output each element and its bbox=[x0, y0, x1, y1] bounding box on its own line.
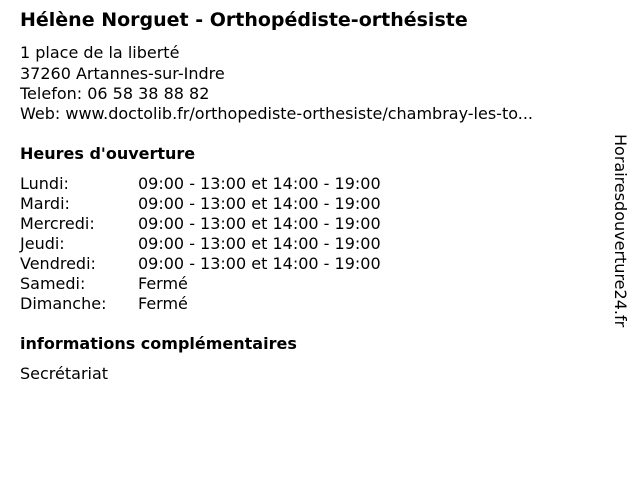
day-label: Samedi: bbox=[20, 274, 86, 293]
business-title: Hélène Norguet - Orthopédiste-orthésiste bbox=[20, 9, 468, 31]
web-link[interactable]: Web: www.doctolib.fr/orthopediste-orthesiste/chambray-les-to... bbox=[20, 104, 533, 123]
opening-hours-heading: Heures d'ouverture bbox=[20, 144, 196, 163]
day-hours: 09:00 - 13:00 et 14:00 - 19:00 bbox=[138, 174, 381, 193]
day-label: Vendredi: bbox=[20, 254, 96, 273]
day-label: Mardi: bbox=[20, 194, 70, 213]
day-hours: 09:00 - 13:00 et 14:00 - 19:00 bbox=[138, 194, 381, 213]
day-hours: 09:00 - 13:00 et 14:00 - 19:00 bbox=[138, 254, 381, 273]
day-label: Jeudi: bbox=[20, 234, 65, 253]
day-label: Dimanche: bbox=[20, 294, 107, 313]
day-label: Mercredi: bbox=[20, 214, 95, 233]
address-line-2: 37260 Artannes-sur-Indre bbox=[20, 64, 225, 83]
day-hours: 09:00 - 13:00 et 14:00 - 19:00 bbox=[138, 234, 381, 253]
address-line-1: 1 place de la liberté bbox=[20, 43, 180, 62]
day-hours: Fermé bbox=[138, 274, 188, 293]
site-watermark: Horairesdouverture24.fr bbox=[611, 134, 630, 328]
additional-info-text: Secrétariat bbox=[20, 364, 109, 383]
phone-number[interactable]: Telefon: 06 58 38 88 82 bbox=[20, 84, 210, 103]
day-hours: 09:00 - 13:00 et 14:00 - 19:00 bbox=[138, 214, 381, 233]
day-hours: Fermé bbox=[138, 294, 188, 313]
additional-info-heading: informations complémentaires bbox=[20, 334, 297, 353]
day-label: Lundi: bbox=[20, 174, 69, 193]
